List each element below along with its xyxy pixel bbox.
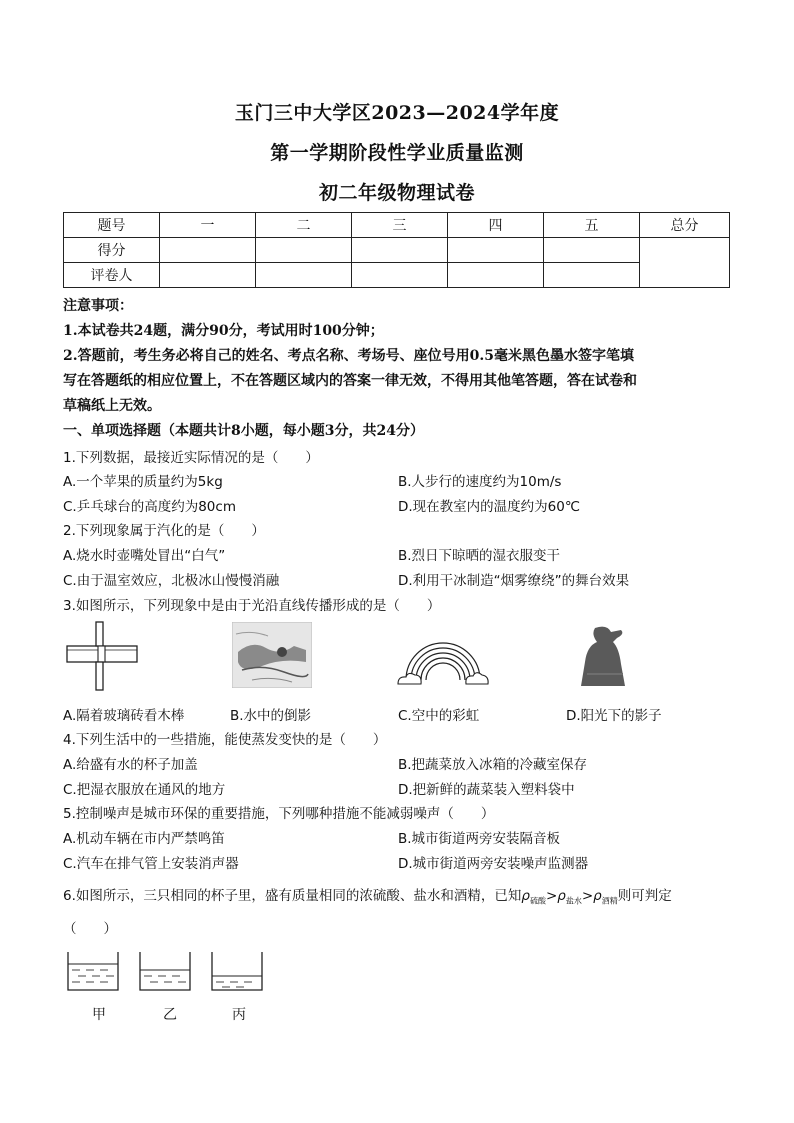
grader-cell (352, 263, 448, 288)
score-cell (448, 238, 544, 263)
cup-label-jia: 甲 (92, 1007, 106, 1023)
grader-cell (256, 263, 352, 288)
cup-bing (212, 952, 262, 990)
row-label: 评卷人 (64, 263, 160, 288)
score-cell (256, 238, 352, 263)
grader-cell (544, 263, 640, 288)
q6-answer-paren: （ ） (63, 921, 117, 937)
q2-option-d: D.利用干冰制造“烟雾缭绕”的舞台效果 (398, 573, 630, 589)
note-1: 1.本试卷共24题，满分90分，考试用时100分钟； (63, 323, 384, 339)
school-title: 玉门三中大学区2023—2024学年度 (234, 102, 560, 124)
subject-title: 初二年级物理试卷 (318, 182, 475, 204)
q3-option-d: D.阳光下的影子 (566, 708, 662, 724)
section-heading: 一、单项选择题（本题共计8小题，每小题3分，共24分） (63, 423, 424, 439)
score-cell (352, 238, 448, 263)
shadow-silhouette-photo (577, 624, 631, 688)
rho-sulfuric: 硫酸 (529, 896, 546, 906)
q1-option-d: D.现在教室内的温度约为60℃ (398, 499, 581, 515)
q4-option-c: C.把湿衣服放在通风的地方 (63, 782, 226, 798)
grader-cell (160, 263, 256, 288)
q1-option-c: C.乒乓球台的高度约为80cm (63, 499, 236, 515)
row-label: 得分 (64, 238, 160, 263)
notes-heading: 注意事项： (63, 298, 133, 314)
q1-stem: 1.下列数据，最接近实际情况的是（ ） (63, 450, 319, 466)
q3-option-c: C.空中的彩虹 (398, 708, 480, 724)
q5-option-d: D.城市街道两旁安装噪声监测器 (398, 856, 589, 872)
rho-alcohol: 酒精 (601, 896, 618, 906)
cup-label-yi: 乙 (163, 1007, 177, 1023)
q2-option-b: B.烈日下晾晒的湿衣服变干 (398, 548, 561, 564)
header-cell: 四 (448, 213, 544, 238)
header-cell: 一 (160, 213, 256, 238)
note-2: 2.答题前，考生务必将自己的姓名、考点名称、考场号、座位号用0.5毫米黑色墨水签字笔填 (63, 348, 634, 364)
grader-cell (448, 263, 544, 288)
total-cell (640, 238, 730, 288)
q2-stem: 2.下列现象属于汽化的是（ ） (63, 523, 265, 539)
score-table (63, 212, 730, 288)
q5-option-a: A.机动车辆在市内严禁鸣笛 (63, 831, 225, 847)
q3-option-a: A.隔着玻璃砖看木棒 (63, 708, 185, 724)
note-2-cont: 写在答题纸的相应位置上，不在答题区域内的答案一律无效，不得用其他笔答题，答在试卷和 (63, 373, 637, 389)
water-reflection-photo (232, 622, 312, 688)
q2-option-a: A.烧水时壶嘴处冒出“白气” (63, 548, 226, 564)
q5-stem: 5.控制噪声是城市环保的重要措施，下列哪种措施不能减弱噪声（ ） (63, 806, 495, 822)
header-cell: 三 (352, 213, 448, 238)
glass-block-rod-figure (63, 620, 141, 692)
score-cell (160, 238, 256, 263)
score-row (64, 238, 730, 263)
q2-option-c: C.由于温室效应，北极冰山慢慢消融 (63, 573, 280, 589)
q1-option-a: A.一个苹果的质量约为5kg (63, 474, 223, 490)
note-2-end: 草稿纸上无效。 (63, 398, 161, 414)
score-cell (544, 238, 640, 263)
header-cell: 题号 (64, 213, 160, 238)
q4-option-b: B.把蔬菜放入冰箱的冷藏室保存 (398, 757, 588, 773)
q4-stem: 4.下列生活中的一些措施，能使蒸发变快的是（ ） (63, 732, 387, 748)
cup-jia (68, 952, 118, 990)
q5-option-c: C.汽车在排气管上安装消声器 (63, 856, 239, 872)
q5-option-b: B.城市街道两旁安装隔音板 (398, 831, 561, 847)
header-cell: 总分 (640, 213, 730, 238)
cup-yi (140, 952, 190, 990)
header-cell: 二 (256, 213, 352, 238)
score-table-header-row (64, 213, 730, 238)
q4-option-d: D.把新鲜的蔬菜装入塑料袋中 (398, 782, 575, 798)
rainbow-figure (396, 638, 490, 688)
rho-saltwater: 盐水 (565, 896, 582, 906)
q6-stem-tail: 则可判定 (617, 888, 672, 904)
header-cell: 五 (544, 213, 640, 238)
q3-stem: 3.如图所示，下列现象中是由于光沿直线传播形成的是（ ） (63, 598, 441, 614)
q3-option-b: B.水中的倒影 (230, 708, 312, 724)
q6-stem: 6.如图所示，三只相同的杯子里，盛有质量相同的浓硫酸、盐水和酒精，已知$\rho_{硫酸}>\rho_{盐水}>\rho_{酒精}$则可判定 (63, 888, 672, 906)
exam-title: 第一学期阶段性学业质量监测 (270, 142, 524, 164)
q1-option-b: B.人步行的速度约为10m/s (398, 474, 562, 490)
cup-label-bing: 丙 (232, 1007, 246, 1023)
grader-row (64, 263, 730, 288)
q6-stem-text: 6.如图所示，三只相同的杯子里，盛有质量相同的浓硫酸、盐水和酒精，已知 (63, 888, 522, 904)
q4-option-a: A.给盛有水的杯子加盖 (63, 757, 198, 773)
three-cups-figure (66, 950, 266, 992)
